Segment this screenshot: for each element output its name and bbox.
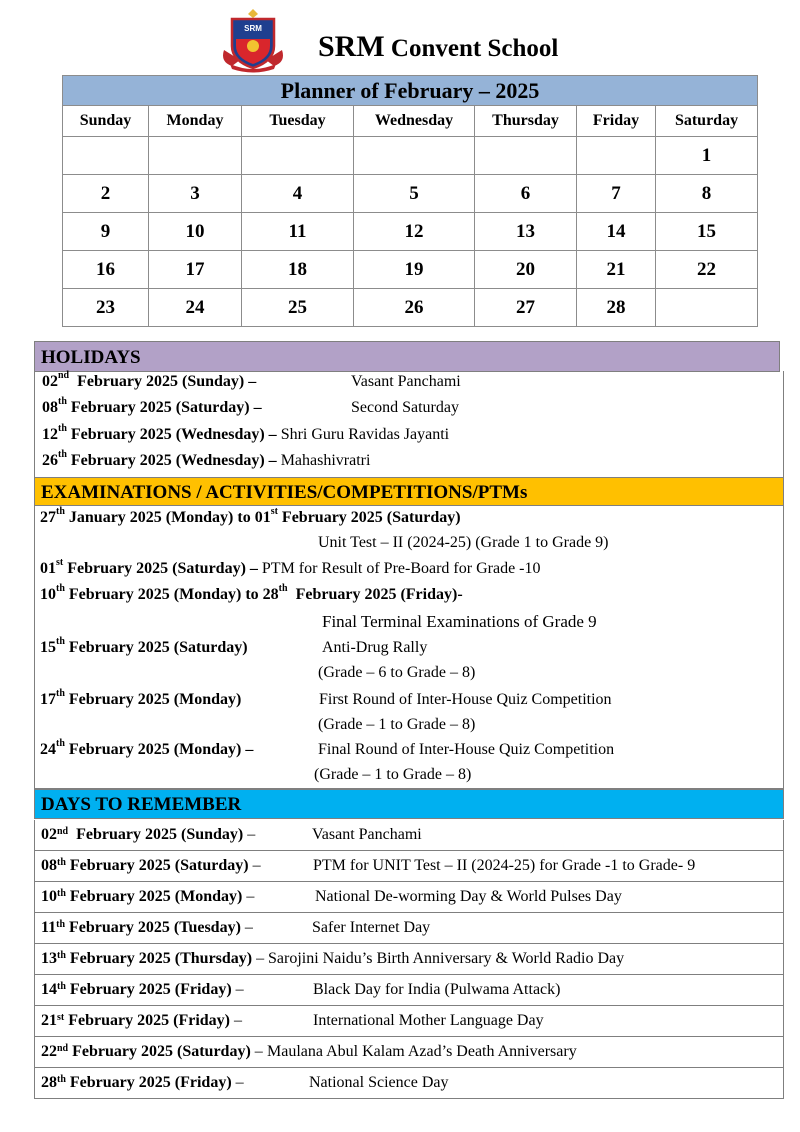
remember-row <box>34 1037 784 1068</box>
remember-day: 28 <box>41 1074 57 1091</box>
calendar-date-cell <box>149 137 242 175</box>
remember-day: 13 <box>41 950 57 967</box>
holiday-name: Second Saturday <box>351 399 459 416</box>
exam-day: 15 <box>40 639 56 656</box>
exam-grade: (Grade – 1 to Grade – 8) <box>314 766 472 783</box>
holiday-name: Mahashivratri <box>280 452 371 469</box>
exam-date-range <box>40 506 461 527</box>
exam-day-suffix: st <box>270 506 278 517</box>
school-name-initials: SRM <box>318 30 385 63</box>
calendar-date-cell <box>63 137 149 175</box>
holiday-date: February 2025 (Wednesday) – <box>66 452 277 469</box>
calendar-week-row <box>63 175 758 213</box>
calendar-date-cell: 28 <box>577 289 656 327</box>
remember-day-suffix: th <box>57 950 66 961</box>
calendar-date-cell: 9 <box>63 213 149 251</box>
exam-day-suffix: th <box>56 506 65 517</box>
remember-day: 14 <box>41 981 57 998</box>
remember-day-suffix: th <box>57 888 66 899</box>
exam-day: 27 <box>40 509 56 526</box>
holiday-day-suffix: th <box>58 449 67 460</box>
holiday-day-suffix: nd <box>58 370 70 381</box>
exam-date-text: February 2025 (Friday)- <box>287 586 463 603</box>
remember-row <box>34 820 784 851</box>
calendar-week-row <box>63 251 758 289</box>
calendar-date-cell: 10 <box>149 213 242 251</box>
exam-day: 01 <box>254 509 271 526</box>
holiday-date: February 2025 (Wednesday) – <box>66 426 277 443</box>
day-name: Monday <box>149 106 242 137</box>
day-name: Tuesday <box>242 106 354 137</box>
holiday-day: 08 <box>42 399 58 416</box>
calendar-date-cell <box>577 137 656 175</box>
exam-day-suffix: th <box>278 583 288 594</box>
remember-dash: – <box>229 1012 242 1029</box>
remember-dash: – <box>243 826 256 843</box>
calendar-date-cell: 22 <box>656 251 758 289</box>
remember-day: 10 <box>41 888 57 905</box>
calendar-week-row <box>63 289 758 327</box>
remember-event: National Science Day <box>309 1074 449 1091</box>
calendar-date-cell: 6 <box>475 175 577 213</box>
remember-day: 21 <box>41 1012 57 1029</box>
remember-date <box>41 1068 244 1098</box>
calendar-date-cell <box>475 137 577 175</box>
exam-day-suffix: st <box>56 557 64 568</box>
calendar-date-cell: 5 <box>354 175 475 213</box>
calendar-date-cell: 16 <box>63 251 149 289</box>
exam-event: PTM for Result of Pre-Board for Grade -10 <box>261 560 541 577</box>
exam-date <box>40 738 254 759</box>
remember-dash: – <box>250 1043 263 1060</box>
school-name-rest: Convent School <box>384 35 559 62</box>
exam-day-suffix: th <box>56 688 65 699</box>
remember-date <box>41 851 261 881</box>
exam-date-text: February 2025 (Monday) – <box>64 741 254 758</box>
remember-date-text: February 2025 (Saturday) <box>68 1043 251 1060</box>
holidays-heading: HOLIDAYS <box>34 341 780 372</box>
exam-event: Final Terminal Examinations of Grade 9 <box>322 612 597 631</box>
remember-day-suffix: th <box>57 857 66 868</box>
exam-day: 17 <box>40 691 56 708</box>
remember-day: 02 <box>41 826 57 843</box>
exam-grade: (Grade – 6 to Grade – 8) <box>318 664 476 681</box>
remember-date <box>41 975 244 1005</box>
calendar-date-cell: 26 <box>354 289 475 327</box>
exam-event: First Round of Inter-House Quiz Competition <box>319 691 612 708</box>
calendar-date-cell: 25 <box>242 289 354 327</box>
calendar-date-cell: 19 <box>354 251 475 289</box>
exam-date <box>40 688 242 709</box>
remember-day-suffix: th <box>57 981 66 992</box>
remember-row <box>34 851 784 882</box>
remember-event: National De-worming Day & World Pulses Day <box>315 888 622 905</box>
remember-event: Sarojini Naidu’s Birth Anniversary & World Radio Day <box>268 950 625 967</box>
day-name: Saturday <box>656 106 758 137</box>
calendar-date-cell: 18 <box>242 251 354 289</box>
calendar-date-cell: 14 <box>577 213 656 251</box>
exams-list <box>34 506 784 789</box>
calendar-date-cell: 4 <box>242 175 354 213</box>
remember-date-text: February 2025 (Friday) <box>64 1012 230 1029</box>
days-to-remember-heading: DAYS TO REMEMBER <box>34 789 784 819</box>
holiday-item <box>42 449 371 470</box>
calendar-date-cell: 8 <box>656 175 758 213</box>
calendar-date-cell <box>242 137 354 175</box>
remember-row <box>34 944 784 975</box>
remember-event: PTM for UNIT Test – II (2024-25) for Grade -1 to Grade- 9 <box>313 857 696 874</box>
day-name: Sunday <box>63 106 149 137</box>
calendar-date-cell: 11 <box>242 213 354 251</box>
calendar-date-cell: 7 <box>577 175 656 213</box>
remember-day-suffix: nd <box>57 1043 69 1054</box>
calendar-date-cell: 17 <box>149 251 242 289</box>
remember-date-text: February 2025 (Thursday) <box>65 950 253 967</box>
remember-day-suffix: st <box>57 1012 65 1023</box>
exam-grade: (Grade – 1 to Grade – 8) <box>318 716 476 733</box>
calendar-date-cell: 24 <box>149 289 242 327</box>
exam-date-text: January 2025 (Monday) to <box>64 509 255 526</box>
day-name: Friday <box>577 106 656 137</box>
remember-date-text: February 2025 (Sunday) <box>68 826 244 843</box>
calendar-date-cell: 21 <box>577 251 656 289</box>
exam-event: Anti-Drug Rally <box>322 639 428 656</box>
remember-date <box>41 882 254 912</box>
remember-date-text: February 2025 (Saturday) <box>65 857 249 874</box>
day-name: Thursday <box>475 106 577 137</box>
remember-dash: – <box>248 857 261 874</box>
remember-dash: – <box>240 919 253 936</box>
exam-date <box>40 636 248 657</box>
calendar-date-cell <box>354 137 475 175</box>
remember-date-text: February 2025 (Monday) <box>65 888 243 905</box>
remember-row <box>34 913 784 944</box>
holiday-date: February 2025 (Saturday) – <box>66 399 262 416</box>
school-logo <box>218 6 288 74</box>
exam-day-suffix: th <box>56 583 65 594</box>
exam-day: 01 <box>40 560 56 577</box>
holiday-day: 26 <box>42 452 58 469</box>
remember-event: Maulana Abul Kalam Azad’s Death Anniversary <box>267 1043 577 1060</box>
remember-row <box>34 975 784 1006</box>
calendar-date-cell: 3 <box>149 175 242 213</box>
calendar-date-cell: 12 <box>354 213 475 251</box>
exam-date-text: February 2025 (Saturday) <box>277 509 461 526</box>
remember-day-suffix: th <box>57 1074 66 1085</box>
remember-date <box>41 913 253 943</box>
exam-day: 24 <box>40 741 56 758</box>
holiday-item <box>42 396 262 417</box>
remember-event: Black Day for India (Pulwama Attack) <box>313 981 561 998</box>
calendar-week-row <box>63 137 758 175</box>
holiday-date: February 2025 (Sunday) – <box>69 373 257 390</box>
remember-row <box>34 1006 784 1037</box>
remember-day: 11 <box>41 919 57 936</box>
exam-date-text: February 2025 (Monday) <box>64 691 242 708</box>
school-name <box>318 30 558 64</box>
remember-day-suffix: th <box>56 919 66 930</box>
remember-day: 22 <box>41 1043 57 1060</box>
calendar-date-cell: 1 <box>656 137 758 175</box>
holiday-name: Vasant Panchami <box>351 373 461 390</box>
exam-date-range <box>40 583 463 604</box>
calendar-date-cell: 13 <box>475 213 577 251</box>
holiday-item <box>42 370 257 391</box>
remember-event: Vasant Panchami <box>312 826 422 843</box>
exam-date-text: February 2025 (Monday) to <box>64 586 263 603</box>
calendar-date-cell: 2 <box>63 175 149 213</box>
remember-dash: – <box>242 888 255 905</box>
holiday-day-suffix: th <box>58 423 67 434</box>
day-name: Wednesday <box>354 106 475 137</box>
calendar-title: Planner of February – 2025 <box>63 76 758 106</box>
holiday-day: 12 <box>42 426 58 443</box>
holiday-item <box>42 423 450 444</box>
exams-heading: EXAMINATIONS / ACTIVITIES/COMPETITIONS/PTMs <box>34 477 784 506</box>
remember-date-text: February 2025 (Friday) <box>65 981 232 998</box>
logo-text: SRM <box>244 24 262 33</box>
remember-row <box>34 1068 784 1099</box>
exam-day-suffix: th <box>56 738 65 749</box>
exam-event: Unit Test – II (2024-25) (Grade 1 to Grade 9) <box>318 534 609 551</box>
remember-date <box>41 820 255 850</box>
february-calendar <box>62 75 758 327</box>
remember-date <box>41 1006 242 1036</box>
calendar-date-cell: 23 <box>63 289 149 327</box>
holiday-day-suffix: th <box>58 396 67 407</box>
remember-date-text: February 2025 (Friday) <box>65 1074 232 1091</box>
holidays-list <box>34 371 784 478</box>
remember-day: 08 <box>41 857 57 874</box>
remember-date <box>41 944 264 974</box>
exam-day: 28 <box>262 586 279 603</box>
exam-event: Final Round of Inter-House Quiz Competition <box>318 741 615 758</box>
day-names-row <box>63 106 758 137</box>
calendar-date-cell <box>656 289 758 327</box>
remember-event: Safer Internet Day <box>312 919 431 936</box>
calendar-date-cell: 15 <box>656 213 758 251</box>
holiday-name: Shri Guru Ravidas Jayanti <box>280 426 450 443</box>
calendar-date-cell: 20 <box>475 251 577 289</box>
exam-date-text: February 2025 (Saturday) <box>64 639 248 656</box>
exam-item <box>40 557 541 578</box>
remember-row <box>34 882 784 913</box>
remember-dash: – <box>231 1074 244 1091</box>
remember-dash: – <box>231 981 244 998</box>
exam-day: 10 <box>40 586 56 603</box>
calendar-date-cell: 27 <box>475 289 577 327</box>
exam-day-suffix: th <box>56 636 65 647</box>
remember-day-suffix: nd <box>57 826 69 837</box>
remember-dash: – <box>252 950 265 967</box>
holiday-day: 02 <box>42 373 58 390</box>
remember-event: International Mother Language Day <box>313 1012 544 1029</box>
remember-date-text: February 2025 (Tuesday) <box>65 919 241 936</box>
calendar-week-row <box>63 213 758 251</box>
exam-date-text: February 2025 (Saturday) – <box>63 560 258 577</box>
remember-date <box>41 1037 263 1067</box>
